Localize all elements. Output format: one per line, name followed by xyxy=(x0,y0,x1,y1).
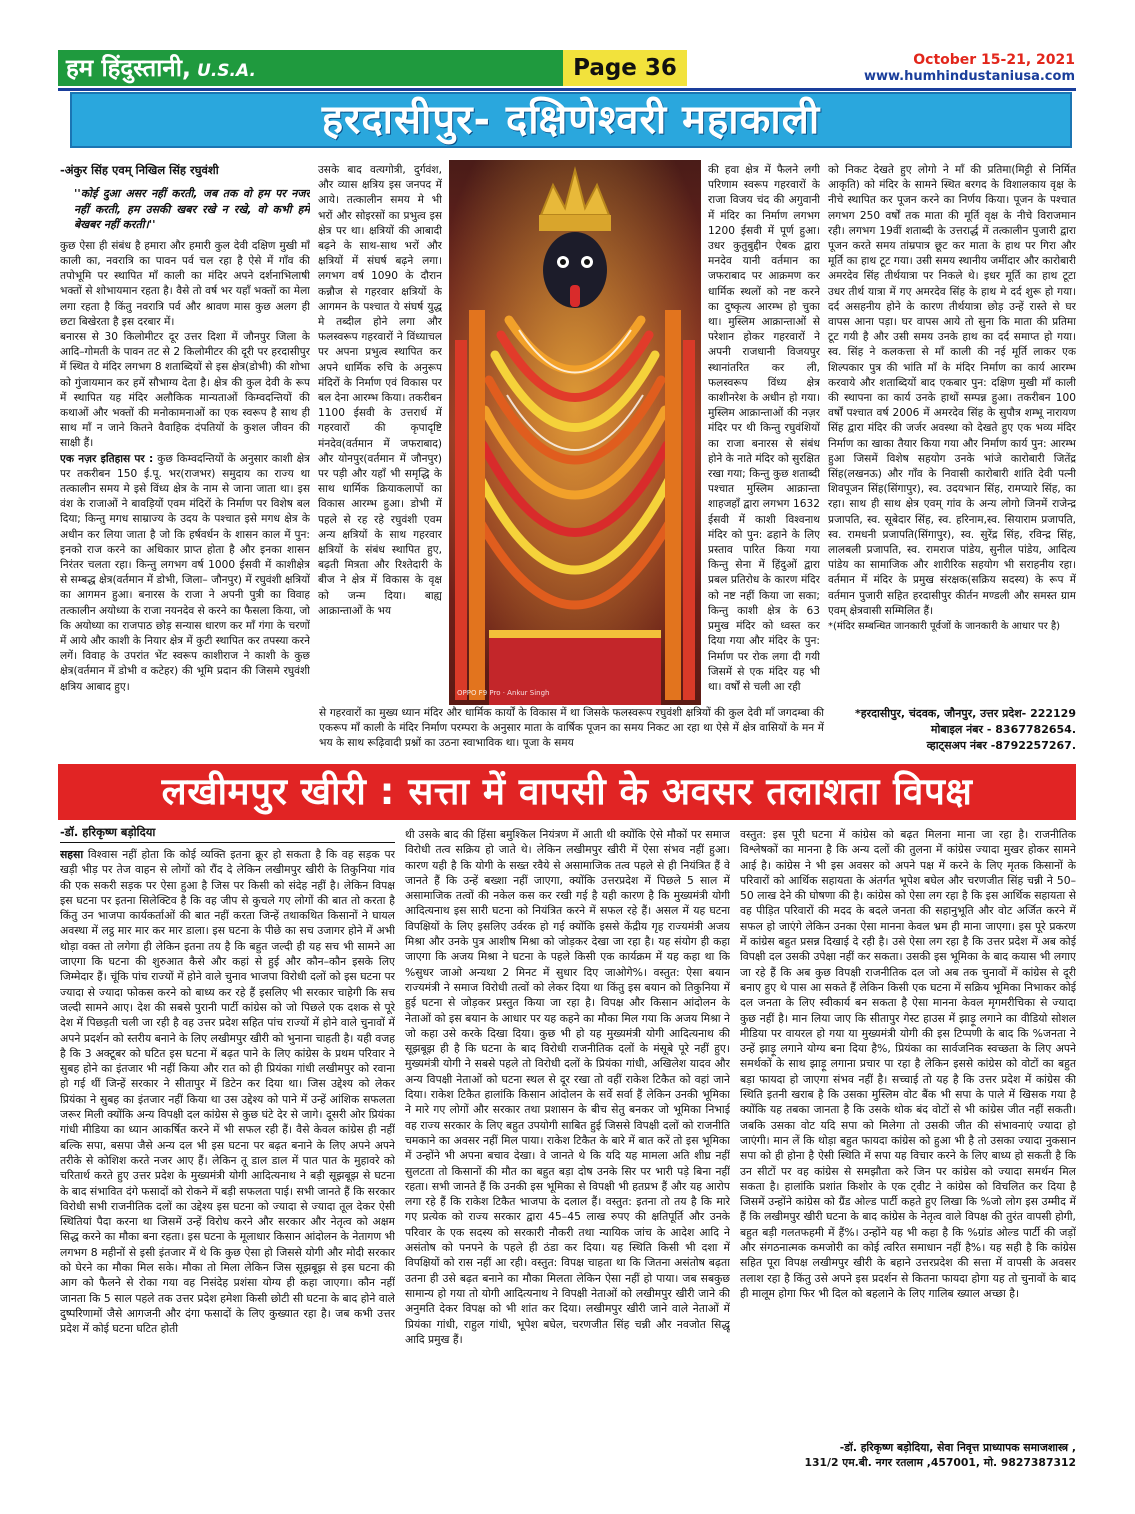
photo-credit: OPPO F9 Pro · Ankur Singh xyxy=(457,689,550,697)
article2-lead-word: सहसा xyxy=(60,848,84,861)
article1-contact xyxy=(828,706,1076,754)
article1-footnote: *(मंदिर सम्बन्धित जानकारी पूर्वजों के जानकारी के आधार पर है) xyxy=(828,621,1061,633)
article1-quote: ''कोई दुआ असर नहीं करती, जब तक वो हम पर नजर नहीं करती, हम उसकी खबर रखे न रखे, वो कभी हमें बेखबर नहीं करती।'' xyxy=(74,187,310,232)
article2-signature xyxy=(740,1440,1076,1471)
website-link[interactable]: www.humhindustaniusa.com xyxy=(863,69,1075,84)
article1-byline: -अंकुर सिंह एवम् निखिल सिंह रघुवंशी xyxy=(60,163,219,177)
author-address: 131/2 एम.बी. नगर रतलाम ,457001, मो. 9827387312 xyxy=(804,1456,1076,1470)
masthead-title xyxy=(58,50,563,86)
article1-paragraph: बनारस से 30 किलोमीटर दूर उत्तर दिशा में जौनपुर जिला के आदि–गोमती के पावन तट से 2 किलोमीटर की दूरी पर हरदासीपुर में स्थित ये मंदिर लगभग 8 शताब्दियों से इस क्षेत्र(डोभी) की शोभा को गुंजायमान कर हमें सौभाग्य देता है। क्षेत्र की कुल देवी के रूप में स्थापित यह मंदिर अलौकिक मान्यताओं किम्वदन्तियों की कथाओं और भक्तों की मनोकामनाओं का एक स्वरूप है साथ ही साथ माँ न जाने कितने वैवाहिक दंपतियों के कुशल जीवन की साक्षी हैं। xyxy=(60,330,310,450)
masthead-usa: U.S.A. xyxy=(197,61,256,81)
masthead-divider xyxy=(58,88,1076,91)
history-lead: एक नज़र इतिहास पर : xyxy=(60,452,154,465)
article2-headline: लखीमपुर खीरी : सत्ता में वापसी के अवसर तलाशता विपक्ष xyxy=(58,764,1076,820)
article2-column-3: वस्तुत: इस पूरी घटना में कांग्रेस को बढ़त मिलना माना जा रहा है। राजनीतिक विश्लेषकों का मानना है कि अन्य दलों की तुलना में कांग्रेस ज्यादा मुखर होकर सामने आई है। कांग्रेस ने भी इस अवसर को अपने पक्ष में करने के लिए मृतक किसानों के परिवारों को आर्थिक सहायता के अंतर्गत भूपेश बघेल और चरणजीत सिंह चन्नी ने 50–50 लाख देने की घोषणा की है। कांग्रेस को ऐसा लग रहा है कि इस आर्थिक सहायता से वह पीड़ित परिवारों की मदद के बदले जनता की सहानुभूति और वोट अर्जित करने में सफल हो जाएंगे लेकिन उनका ऐसा मानना केवल भ्रम ही माना जाएगा। इस पूरे प्रकरण में कांग्रेस बहुत प्रसन्न दिखाई दे रही है। उसे ऐसा लग रहा है कि उत्तर प्रदेश में अब कोई विपक्षी दल उसकी उपेक्षा नहीं कर सकता। उसकी इस भूमिका के बाद कयास भी लगाए जा रहे हैं कि अब कुछ विपक्षी राजनीतिक दल जो अब तक चुनावों में कांग्रेस से दूरी बनाए हुए थे पास आ सकते हैं लेकिन किसी एक घटना में सक्रिय भूमिका निभाकर कोई दल जनता के लिए स्वीकार्य बन सकता है ऐसा मानना केवल मृगमरीचिका से ज्यादा कुछ नहीं है। मान लिया जाए कि सीतापुर गेस्ट हाउस में झाड़ू लगाने का वीडियो सोशल मीडिया पर वायरल हो गया या मुख्यमंत्री योगी की इस टिप्पणी के बाद कि %जनता ने उन्हें झाड़ू लगाने योग्य बना दिया है%, प्रियंका का सार्वजनिक स्वच्छता के लिए अपने समर्थकों के साथ झाड़ू लगाना प्रचार पा रहा है लेकिन इससे कांग्रेस को वोटों का बहुत बड़ा फायदा हो जाएगा संभव नहीं है। सच्चाई तो यह है कि उत्तर प्रदेश में कांग्रेस की स्थिति इतनी खराब है कि उसका मुस्लिम वोट बैंक भी सपा के पाले में खिसक गया है क्योंकि यह तबका जानता है कि उसके थोक बंद वोटों से भी कांग्रेस जीत नहीं सकती। जबकि उसका वोट यदि सपा को मिलेगा तो उसकी जीत की संभावनाएं ज्यादा हो जाएंगी। मान लें कि थोड़ा बहुत फायदा कांग्रेस को हुआ भी है तो उसका ज्यादा नुकसान सपा को ही होना है ऐसी स्थिति में सपा यह विचार करने के लिए बाध्य हो सकती है कि उन सीटों पर वह कांग्रेस से समझौता करे जिन पर कांग्रेस को ज्यादा समर्थन मिल सकता है। हालांकि प्रशांत किशोर के एक ट्वीट ने कांग्रेस को विचलित कर दिया है जिसमें उन्होंने कांग्रेस को ग्रैंड ओल्ड पार्टी कहते हुए लिखा कि %जो लोग इस उम्मीद में हैं कि लखीमपुर खीरी घटना के बाद कांग्रेस के नेतृत्व वाले विपक्ष की तुरंत वापसी होगी, बहुत बड़ी गलतफहमी में हैं%। उन्होंने यह भी कहा है कि %ग्रांड ओल्ड पार्टी की जड़ों और संगठनात्मक कमजोरी का कोई त्वरित समाधान नहीं है%। यह सही है कि कांग्रेस सहित पूरा विपक्ष लखीमपुर खीरी के बहाने उत्तरप्रदेश की सत्ता में वापसी के अवसर तलाश रहा है किंतु उसे अपने इस प्रदर्शन से कितना फायदा होगा यह तो चुनावों के बाद ही मालूम होगा फिर भी दिल को बहलाने के लिए गालिब ख्याल अच्छा है। xyxy=(740,828,1076,1300)
article2-column-1 xyxy=(60,847,395,1465)
page-number: Page 36 xyxy=(563,50,687,86)
byline-divider xyxy=(60,842,395,843)
article1-mobile: मोबाइल नंबर - 8367782654. xyxy=(930,723,1076,736)
article1-address: *हरदासीपुर, चंदवक, जौनपुर, उत्तर प्रदेश- 222129 xyxy=(855,707,1076,720)
article1-under-photo-text: से गहरवारों का मुख्य ध्यान मंदिर और धार्मिक कार्यों के विकास में था जिसके फलस्वरूप रघुवंशी क्षत्रियों की कुल देवी माँ जगदम्बा की एकरूप माँ काली के मंदिर निर्माण परम्परा के अनुसार माता के वार्षिक पूजन का समय निकट आ रहा था ऐसे में क्षेत्र वासियों के मन में भय के साथ रूढ़िवादी प्रश्नों का उठना स्वाभाविक था। पूजा के समय xyxy=(319,707,824,750)
article2-column-2: थी उसके बाद की हिंसा बमुश्किल नियंत्रण में आती थी क्योंकि ऐसे मौकों पर समाज विरोधी तत्व सक्रिय हो जाते थे। लेकिन लखीमपुर खीरी में ऐसा संभव नहीं हुआ। कारण यही है कि योगी के सख्त रवैये से असामाजिक तत्व पहले से ही नियंत्रित हैं वे जानते हैं कि उन्हें बख्शा नहीं जाएगा, क्योंकि उत्तरप्रदेश में पिछले 5 साल में असामाजिक तत्वों की नकेल कस कर रखी गई है यही कारण है कि मुख्यमंत्री योगी आदित्यनाथ इस सारी घटना को नियंत्रित करने में सफल रहे हैं। असल में यह घटना विपक्षियों के लिए इसलिए उर्वरक हो गई क्योंकि इससे केंद्रीय गृह राज्यमंत्री अजय मिश्रा और उनके पुत्र आशीष मिश्रा को जोड़कर देखा जा रहा है। यह संयोग ही कहा जाएगा कि अजय मिश्रा ने घटना के पहले किसी एक कार्यक्रम में यह कहा था कि %सुधर जाओ अन्यथा 2 मिनट में सुधार दिए जाओगे%। वस्तुत: ऐसा बयान राज्यमंत्री ने समाज विरोधी तत्वों को लेकर दिया था किंतु इस बयान को तिकुनिया में हुई घटना से जोड़कर प्रस्तुत किया जा रहा है। विपक्ष और किसान आंदोलन के नेताओं को इस बयान के आधार पर यह कहने का मौका मिल गया कि अजय मिश्रा ने जो कहा उसे करके दिखा दिया। कुछ भी हो यह मुख्यमंत्री योगी आदित्यनाथ की सूझबूझ ही है कि घटना के बाद विरोधी राजनीतिक दलों के मंसूबे पूरे नहीं हुए। मुख्यमंत्री योगी ने सबसे पहले तो विरोधी दलों के प्रियंका गांधी, अखिलेश यादव और अन्य विपक्षी नेताओं को घटना स्थल से दूर रखा तो वहीं राकेश टिकैत को वहां जाने दिया। राकेश टिकैत हालांकि किसान आंदोलन के सर्वे सर्वा हैं लेकिन उनकी भूमिका ने मारे गए लोगों और सरकार तथा प्रशासन के बीच सेतु बनकर जो भूमिका निभाई वह राज्य सरकार के लिए बहुत उपयोगी साबित हुई जिससे विपक्षी दलों को राजनीति चमकाने का अवसर नहीं मिल पाया। राकेश टिकैत के बारे में बात करें तो इस भूमिका में उन्होंने भी अपना बचाव देखा। वे जानते थे कि यदि यह मामला अति शीघ्र नहीं सुलटता तो किसानों की मौत का बहुत बड़ा दोष उनके सिर पर भारी पड़े बिना नहीं रहता। सभी जानते हैं कि उनकी इस भूमिका से विपक्षी भी हतप्रभ हैं और यह आरोप लगा रहे हैं कि राकेश टिकैत भाजपा के दलाल हैं। वस्तुत: इतना तो तय है कि मारे गए प्रत्येक को राज्य सरकार द्वारा 45–45 लाख रुपए की क्षतिपूर्ति और उनके परिवार के एक सदस्य को सरकारी नौकरी तथा न्यायिक जांच के आदेश आदि ने असंतोष को पनपने के पहले ही ठंडा कर दिया। यह स्थिति किसी भी दशा में विपक्षियों को रास नहीं आ रही। वस्तुत: विपक्ष चाहता था कि जितना असंतोष बढ़ता उतना ही उसे बढ़त बनाने का मौका मिलता लेकिन ऐसा नहीं हो पाया। जब सबकुछ सामान्य हो गया तो योगी आदित्यनाथ ने विपक्षी नेताओं को लखीमपुर खीरी जाने की अनुमति देकर विपक्ष को भी शांत कर दिया। लखीमपुर खीरी जाने वाले नेताओं में प्रियंका गांधी, राहुल गांधी, भूपेश बघेल, चरणजीत सिंह चन्नी और नवजोत सिद्धू आदि प्रमुख हैं। xyxy=(405,828,730,1346)
author-signature: -डॉ. हरिकृष्ण बड़ोदिया, सेवा निवृत्त प्राध्यापक समाजशास्त्र , xyxy=(839,1441,1076,1454)
issue-date: October 15-21, 2021 xyxy=(913,52,1075,68)
article1-whatsapp: व्हाट्सअप नंबर -8792257267. xyxy=(926,739,1076,752)
kali-idol-photo xyxy=(449,160,701,705)
article1-column-4 xyxy=(828,163,1076,711)
article1-paragraph: कुछ ऐसा ही संबंध है हमारा और हमारी कुल देवी दक्षिण मुखी माँ काली का, नवरात्रि का पावन पर्व चल रहा है ऐसे में गाँव की तपोभूमि पर स्थापित माँ काली का मंदिर अपने दर्शनाभिलाषी भक्तों से शोभायमान रहता है। वैसे तो वर्ष भर यहाँ भक्तों का मेला लगा रहता है किंतु नवरात्रि पर्व और श्रावण मास कुछ अलग ही छटा बिखेरता है इस दरबार में। xyxy=(60,239,310,328)
article2-column-1-text: विश्वास नहीं होता कि कोई व्यक्ति इतना क्रूर हो सकता है कि वह सड़क पर खड़ी भीड़ पर तेज वाहन से लोगों को रौंद दे लेकिन लखीमपुर खीरी के तिकुनिया गांव की एक सकरी सड़क पर ऐसा हुआ है जिस पर किसी को संदेह नहीं है। लेकिन विपक्ष इस घटना पर इतना सिलेक्टिव है कि वह जीप से कुचले गए लोगों की बात तो करता है किंतु उन भाजपा कार्यकर्ताओं की बात नहीं करता जिन्हें तथाकथित किसानों ने घायल अवस्था में लट्ठ मार मार कर मार डाला। इस घटना के पीछे का सच उजागर होने में अभी थोड़ा वक्त तो लगेगा ही लेकिन इतना तय है कि बहुत जल्दी ही यह सच भी सामने आ जाएगा कि घटना की शुरुआत कैसे और कहां से हुई और कौन–कौन इसके लिए जिम्मेदार हैं। चूंकि पांच राज्यों में होने वाले चुनाव भाजपा विरोधी दलों को इस घटना पर ज्यादा से ज्यादा फोकस करने को बाध्य कर रहे हैं इसलिए भी सरकार चाहेगी कि सच जल्दी सामने आए। देश की सबसे पुरानी पार्टी कांग्रेस को जो पिछले एक दशक से पूरे देश में पिछड़ती चली जा रही है वह उत्तर प्रदेश सहित पांच राज्यों में होने वाले चुनावों में अपने प्रदर्शन को स्तरीय बनाने के लिए लखीमपुर खीरी को भुनाना चाहती है। यही वजह है कि 3 अक्टूबर को घटित इस घटना में बढ़त पाने के लिए कांग्रेस के प्रथम परिवार ने सुबह होने का इंतजार भी नहीं किया और रात को ही प्रियंका गांधी लखीमपुर को रवाना हो गई थीं जिन्हें सरकार ने सीतापुर में डिटेन कर दिया था। जिस उद्देश्य को लेकर प्रियंका ने सुबह का इंतजार नहीं किया था उस उद्देश्य को पाने में उन्हें आंशिक सफलता जरूर मिली क्योंकि अन्य विपक्षी दल कांग्रेस से कुछ घंटे देर से जागे। दूसरी ओर प्रियंका गांधी मीडिया का ध्यान आकर्षित करने में भी सफल रही हैं। वैसे केवल कांग्रेस ही नहीं बल्कि सपा, बसपा जैसे अन्य दल भी इस घटना पर बढ़त बनाने के लिए अपने अपने तरीके से कोशिश करते नजर आए हैं। लेकिन तू डाल डाल में पात पात के मुहावरे को चरितार्थ करते हुए उत्तर प्रदेश के मुख्यमंत्री योगी आदित्यनाथ ने बड़ी सूझबूझ से घटना के बाद संभावित दंगे फसादों को रोकने में बड़ी सफलता पाई। सभी जानते हैं कि सरकार विरोधी सभी राजनीतिक दलों का उद्देश्य इस घटना को ज्यादा से ज्यादा तूल देकर ऐसी स्थितियां पैदा करना था जिसमें उन्हें विरोध करने और सरकार और नेतृत्व को अक्षम सिद्ध करने का मौका बना रहता। इस घटना के मूलाधार किसान आंदोलन के नेतागण भी लगभग 8 महीनों से इसी इंतजार में थे कि कुछ ऐसा हो जिससे योगी और मोदी सरकार को घेरने का मौका मिल सके। मौका तो मिला लेकिन जिस सूझबूझ से इस घटना की आग को फैलने से रोका गया वह निसंदेह प्रशंसा योग्य ही कहा जाएगा। कौन नहीं जानता कि 5 साल पहले तक उत्तर प्रदेश हमेशा किसी छोटी सी घटना के बाद होने वाले दुष्परिणामों जैसे आगजनी और दंगा फसादों के लिए कुख्यात रहा है। जब कभी उत्तर प्रदेश में कोई घटना घटित होती xyxy=(60,848,395,1336)
kali-idol-image xyxy=(449,160,701,705)
article1-column-1 xyxy=(60,163,310,758)
article1-paragraph: को निकट देखते हुए लोगो ने माँ की प्रतिमा(मिट्टी से निर्मित आकृति) को मंदिर के सामने स्थित बरगद के विशालकाय वृक्ष के नीचे स्थापित कर पूजन करने का निर्णय किया। पूजन के पश्चात लगभग 250 वर्षों तक माता की मूर्ति वृक्ष के नीचे विराजमान रही। लगभग 19वीं शताब्दी के उत्तरार्द्ध में तत्कालीन पुजारी द्वारा पूजन करते समय तांम्रपात्र छूट कर माता के हाथ पर गिरा और मूर्ति का हाथ टूट गया। उसी समय स्थानीय जमींदार और कारोबारी अमरदेव सिंह तीर्थयात्रा पर निकले थे। इधर मूर्ति का हाथ टूटा उधर तीर्थ यात्रा में गए अमरदेव सिंह के हाथ मे दर्द शुरू हो गया। दर्द असहनीय होने के कारण तीर्थयात्रा छोड़ उन्हें रास्ते से घर वापस आना पड़ा। घर वापस आये तो सुना कि माता की प्रतिमा टूट गयी है और उसी समय उनके हाथ का दर्द समाप्त हो गया। स्व. सिंह ने कलकत्ता से माँ काली की नई मूर्ति लाकर एक शिल्पकार पुत्र की भांति माँ के मंदिर निर्माण का कार्य आरम्भ करवाये और शताब्दियों बाद एकबार पुन: दक्षिण मुखी माँ काली की स्थापना का कार्य उनके हाथों सम्पन्न हुआ। तकरीबन 100 वर्षों पश्चात वर्ष 2006 में अमरदेव सिंह के सुपौत्र शम्भू नारायण सिंह द्वारा मंदिर की जर्जर अवस्था को देखते हुए एक भव्य मंदिर निर्माण का खाका तैयार किया गया और निर्माण कार्य पुन: आरम्भ हुआ जिसमें विशेष सहयोग उनके भांजे कारोबारी जितेंद्र सिंह(लखनऊ) और गाँव के निवासी कारोबारी शांति देवी पत्नी शिवपूजन सिंह(सिंगापुर), स्व. उदयभान सिंह, रामप्यारे सिंह, का रहा। साथ ही साथ क्षेत्र एवम् गांव के अन्य लोगो जिनमें राजेन्द्र प्रजापति, स्व. सूबेदार सिंह, स्व. हरिनाम,स्व. सियाराम प्रजापति, स्व. रामधनी प्रजापति(सिंगापुर), स्व. सुरेंद्र सिंह, रविन्द्र सिंह, लालबली प्रजापति, स्व. रामराज पांडेय, सुनील पांडेय, आदित्य पांडेय का सामाजिक और शारीरिक सहयोग भी सराहनीय रहा। वर्तमान में मंदिर के प्रमुख संरक्षक(सक्रिय सदस्य) के रूप में वर्तमान पुजारी सहित हरदासीपुर कीर्तन मण्डली और समस्त ग्राम एवम् क्षेत्रवासी सम्मिलित हैं। xyxy=(828,164,1076,617)
history-text: कुछ किम्वदन्तियों के अनुसार काशी क्षेत्र पर तकरीबन 150 ई.पू. भर(राजभर) समुदाय का राज्य था तत्कालीन समय मे इसे विंध्य क्षेत्र के नाम से जाना जाता था। इस वंश के राजाओं ने बावड़ियों एवम मंदिरों के निर्माण पर विशेष बल दिया; किन्तु मगध साम्राज्य के उदय के पश्चात इसे मगध क्षेत्र के अधीन कर लिया जाता है जो कि हर्षवर्धन के शासन काल में पुन: इनको राज करने का अधिकार प्राप्त होता है और इनका शासन निरंतर चलता रहा। किन्तु लगभग वर्ष 1000 ईसवी में काशीक्षेत्र से सम्बद्ध क्षेत्र(वर्तमान में डोभी, जिला– जौनपुर) में रघुवंशी क्षत्रियों का आगमन हुआ। बनारस के राजा ने अपनी पुत्री का विवाह तत्कालीन अयोध्या के राजा नयनदेव से करने का फैसला किया, जो कि अयोध्या का राजपाठ छोड़ सन्यास धारण कर माँ गंगा के चरणों में आये और काशी के नियार क्षेत्र में कुटी स्थापित कर तपस्या करने लगें। विवाह के उपरांत भेंट स्वरूप काशीराज ने काशी के कुछ क्षेत्र(वर्तमान में डोभी व कटेहर) की भूमि प्रदान की जिसमे रघुवंशी क्षत्रिय आबाद हुए। xyxy=(60,452,310,693)
masthead-title-text: हम हिंदुस्तानी, xyxy=(66,54,192,82)
article1-column-2: उसके बाद वत्यगोत्री, दुर्गवंश, और व्यास क्षत्रिय इस जनपद में आये। तत्कालीन समय मे भी भरों और सोइरसों का प्रभुत्व इस क्षेत्र पर था। क्षत्रियों की आबादी बढ़ने के साथ-साथ भरों और क्षत्रियों में संघर्ष बढ़ने लगा। लगभग वर्ष 1090 के दौरान कन्नौज से गहरवार क्षत्रियों के आगमन के पश्चात ये संघर्ष युद्ध मे तब्दील होने लगा और फलस्वरूप गहरवारों ने विंध्याचल पर अपना प्रभुत्व स्थापित कर अपने धार्मिक रुचि के अनुरूप मंदिरों के निर्माण एवं विकास पर बल देना आरम्भ किया। तकरीबन 1100 ईसवी के उत्तरार्ध में गहरवारों की कृपादृष्टि मंनदेव(वर्तमान में जफराबाद) और योनपुर(वर्तमान में जौनपुर) पर पड़ी और यहाँ भी समृद्धि के साथ धार्मिक क्रियाकलापों का विकास आरम्भ हुआ। डोभी में पहले से रह रहे रघुवंशी एवम अन्य क्षत्रियों के साथ गहरवार क्षत्रियों के संबंध स्थापित हुए, बढ़ती मित्रता और रिश्तेदारी के बीज ने क्षेत्र में विकास के वृक्ष को जन्म दिया। बाह्य आक्रान्ताओं के भय xyxy=(318,164,442,617)
article1-headline: हरदासीपुर- दक्षिणेश्वरी महाकाली xyxy=(70,92,1072,148)
article1-paragraph xyxy=(60,452,310,695)
article1-column-3: की हवा क्षेत्र में फैलने लगी परिणाम स्वरूप गहरवारों के राजा विजय चंद की अगुवानी में मंदिर का निर्माण लगभग 1200 ईसवी में पूर्ण हुआ। उधर कुतुबुद्दीन ऐबक द्वारा मनदेव यानी वर्तमान का जफराबाद पर आक्रमण कर धार्मिक स्थलों को नष्ट करने का दुष्कृत्य आरम्भ हो चुका था। मुस्लिम आक्रान्ताओं से परेशान होकर गहरवारों ने अपनी राजधानी विजयपुर स्थानांतरित कर ली, फलस्वरूप विंध्य क्षेत्र काशीनरेश के अधीन हो गया। मुस्लिम आक्रान्ताओं की नज़र मंदिर पर थी किन्तु रघुवंशियों का राजा बनारस से संबंध होने के नाते मंदिर को सुरक्षित रखा गया; किन्तु कुछ शताब्दी पश्चात मुस्लिम आक्रान्ता शाहजहाँ द्वारा लगभग 1632 ईसवी में काशी विश्वनाथ मंदिर को पुन: ढहाने के लिए प्रस्ताव पारित किया गया किन्तु सेना में हिंदुओं द्वारा प्रबल प्रतिरोध के कारण मंदिर को नष्ट नहीं किया जा सका; किन्तु काशी क्षेत्र के 63 प्रमुख मंदिर को ध्वस्त कर दिया गया और मंदिर के पुन: निर्माण पर रोक लगा दी गयी जिसमें से एक मंदिर यह भी था। वर्षों से चली आ रही xyxy=(708,164,820,693)
article2-byline: -डॉ. हरिकृष्ण बड़ोदिया xyxy=(60,825,156,839)
masthead-info xyxy=(825,52,1075,85)
